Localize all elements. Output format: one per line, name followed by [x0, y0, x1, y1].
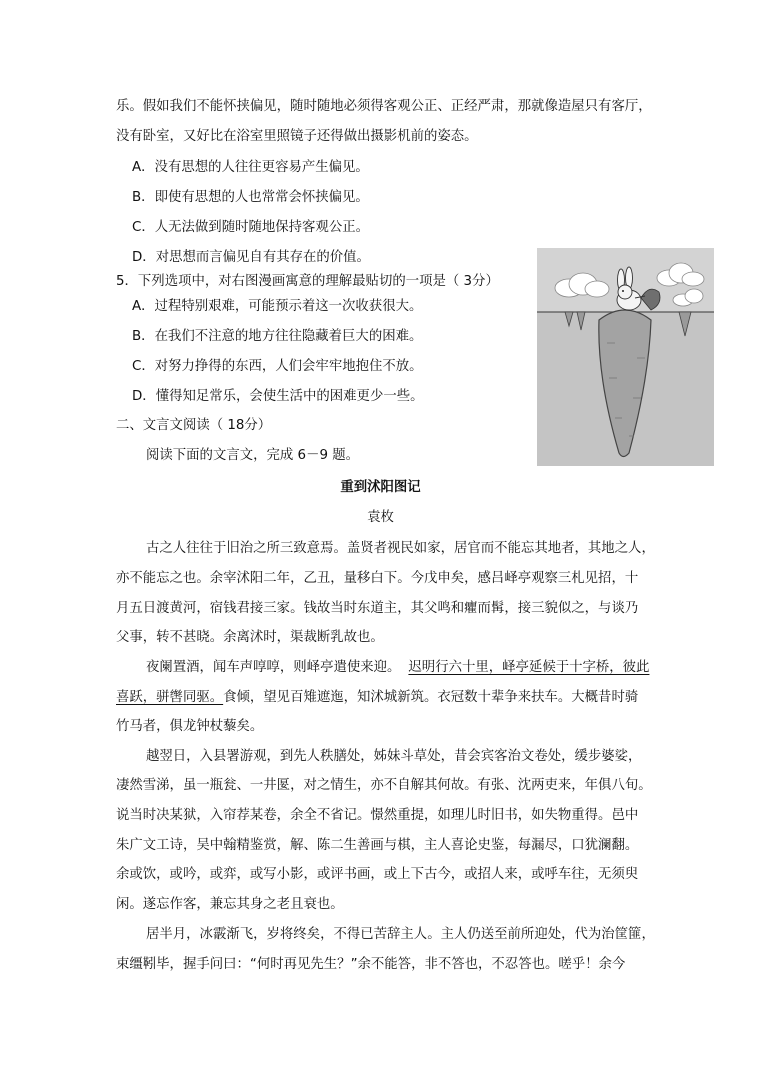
- paragraph-line: [116, 689, 638, 707]
- q5-option-d: D．懂得知足常乐，会使生活中的困难更少一些。: [132, 389, 424, 404]
- paragraph-line: 朱广文工诗，吴中翰精鉴赏，解、陈二生善画与棋，主人喜论史鉴，每漏尽，口犹澜翻。: [116, 838, 639, 853]
- section-instruction: 阅读下面的文言文，完成 6－9 题。: [146, 448, 360, 463]
- article-author: 袁枚: [367, 510, 394, 525]
- paragraph-line: 说当时决某狱，入帘荐某卷，余全不省记。憬然重提，如理儿时旧书，如失物重得。邑中: [116, 808, 639, 823]
- paragraph-text: 夜阑置酒，闻车声啍啍，则峄亭遣使来迎。: [146, 660, 401, 675]
- paragraph-line: 凄然雪涕，虽一瓶瓮、一井匽，对之情生，亦不自解其何故。有张、沈两吏来，年俱八旬。: [116, 778, 652, 793]
- q4-option-b: B．即使有思想的人也常常会怀挟偏见。: [132, 190, 369, 205]
- q5-option-b: B．在我们不注意的地方往往隐藏着巨大的困难。: [132, 329, 423, 344]
- paragraph-line: 古之人往往于旧治之所三致意焉。盖贤者视民如家，居官而不能忘其地者，其地之人，: [146, 541, 655, 556]
- paragraph-line: 竹马者，俱龙钟杖藜矣。: [116, 719, 264, 734]
- q5-option-a: A．过程特别艰难，可能预示着这一次收获很大。: [132, 299, 423, 314]
- paragraph-line: 亦不能忘之也。余宰沭阳二年，乙丑，量移白下。今戊申矣，感吕峄亭观察三札见招，十: [116, 571, 639, 586]
- section-heading: 二、文言文阅读（ 18分）: [116, 418, 272, 433]
- q4-option-a: A．没有思想的人往往更容易产生偏见。: [132, 160, 369, 175]
- underlined-sentence: 喜跃，骈辔同驱。: [116, 690, 224, 705]
- paragraph-line: 父事，转不甚晓。余离沭时，渠裁断乳故也。: [116, 630, 384, 645]
- paragraph-line: 束缰靷毕，握手问曰：“何时再见先生？”余不能答，非不答也，不忍答也。嗟乎！余今: [116, 957, 626, 972]
- paragraph-line: 居半月，冰霰渐飞，岁将终矣，不得已苦辞主人。主人仍送至前所迎处，代为治筐篚，: [146, 927, 655, 942]
- article-title: 重到沭阳图记: [340, 480, 421, 495]
- q5-stem: 5．下列选项中，对右图漫画寓意的理解最贴切的一项是（ 3分）: [116, 274, 499, 289]
- paragraph-line: 越翌日，入县署游观，到先人秩膳处，姊妹斗草处，昔会宾客治文卷处，缓步婆娑，: [146, 749, 642, 764]
- q4-option-d: D．对思想而言偏见自有其存在的价值。: [132, 250, 370, 265]
- passage-line: 没有卧室，又好比在浴室里照镜子还得做出摄影机前的姿态。: [116, 129, 478, 144]
- carrot-cartoon-image: [537, 248, 714, 466]
- paragraph-line: 月五日渡黄河，宿钱君接三家。钱故当时东道主，其父鸣和癯而髯，接三貌似之，与谈乃: [116, 601, 639, 616]
- paragraph-text: 食倾，望见百雉遮迤，知沭城新筑。衣冠数十辈争来扶车。大概昔时骑: [223, 690, 639, 705]
- paragraph-line: 余或饮，或吟，或弈，或写小影，或评书画，或上下古今，或招人来，或呼车往，无须臾: [116, 867, 639, 882]
- q4-option-c: C．人无法做到随时随地保持客观公正。: [132, 220, 369, 235]
- paragraph-line: 闲。遂忘作客，兼忘其身之老且衰也。: [116, 897, 344, 912]
- underlined-sentence: 迟明行六十里，峄亭延候于十字桥，彼此: [408, 660, 650, 675]
- paragraph-line: [146, 659, 649, 677]
- passage-line: 乐。假如我们不能怀挟偏见，随时随地必须得客观公正、正经严肃，那就像造屋只有客厅，: [116, 99, 652, 114]
- q5-option-c: C．对努力挣得的东西，人们会牢牢地抱住不放。: [132, 359, 423, 374]
